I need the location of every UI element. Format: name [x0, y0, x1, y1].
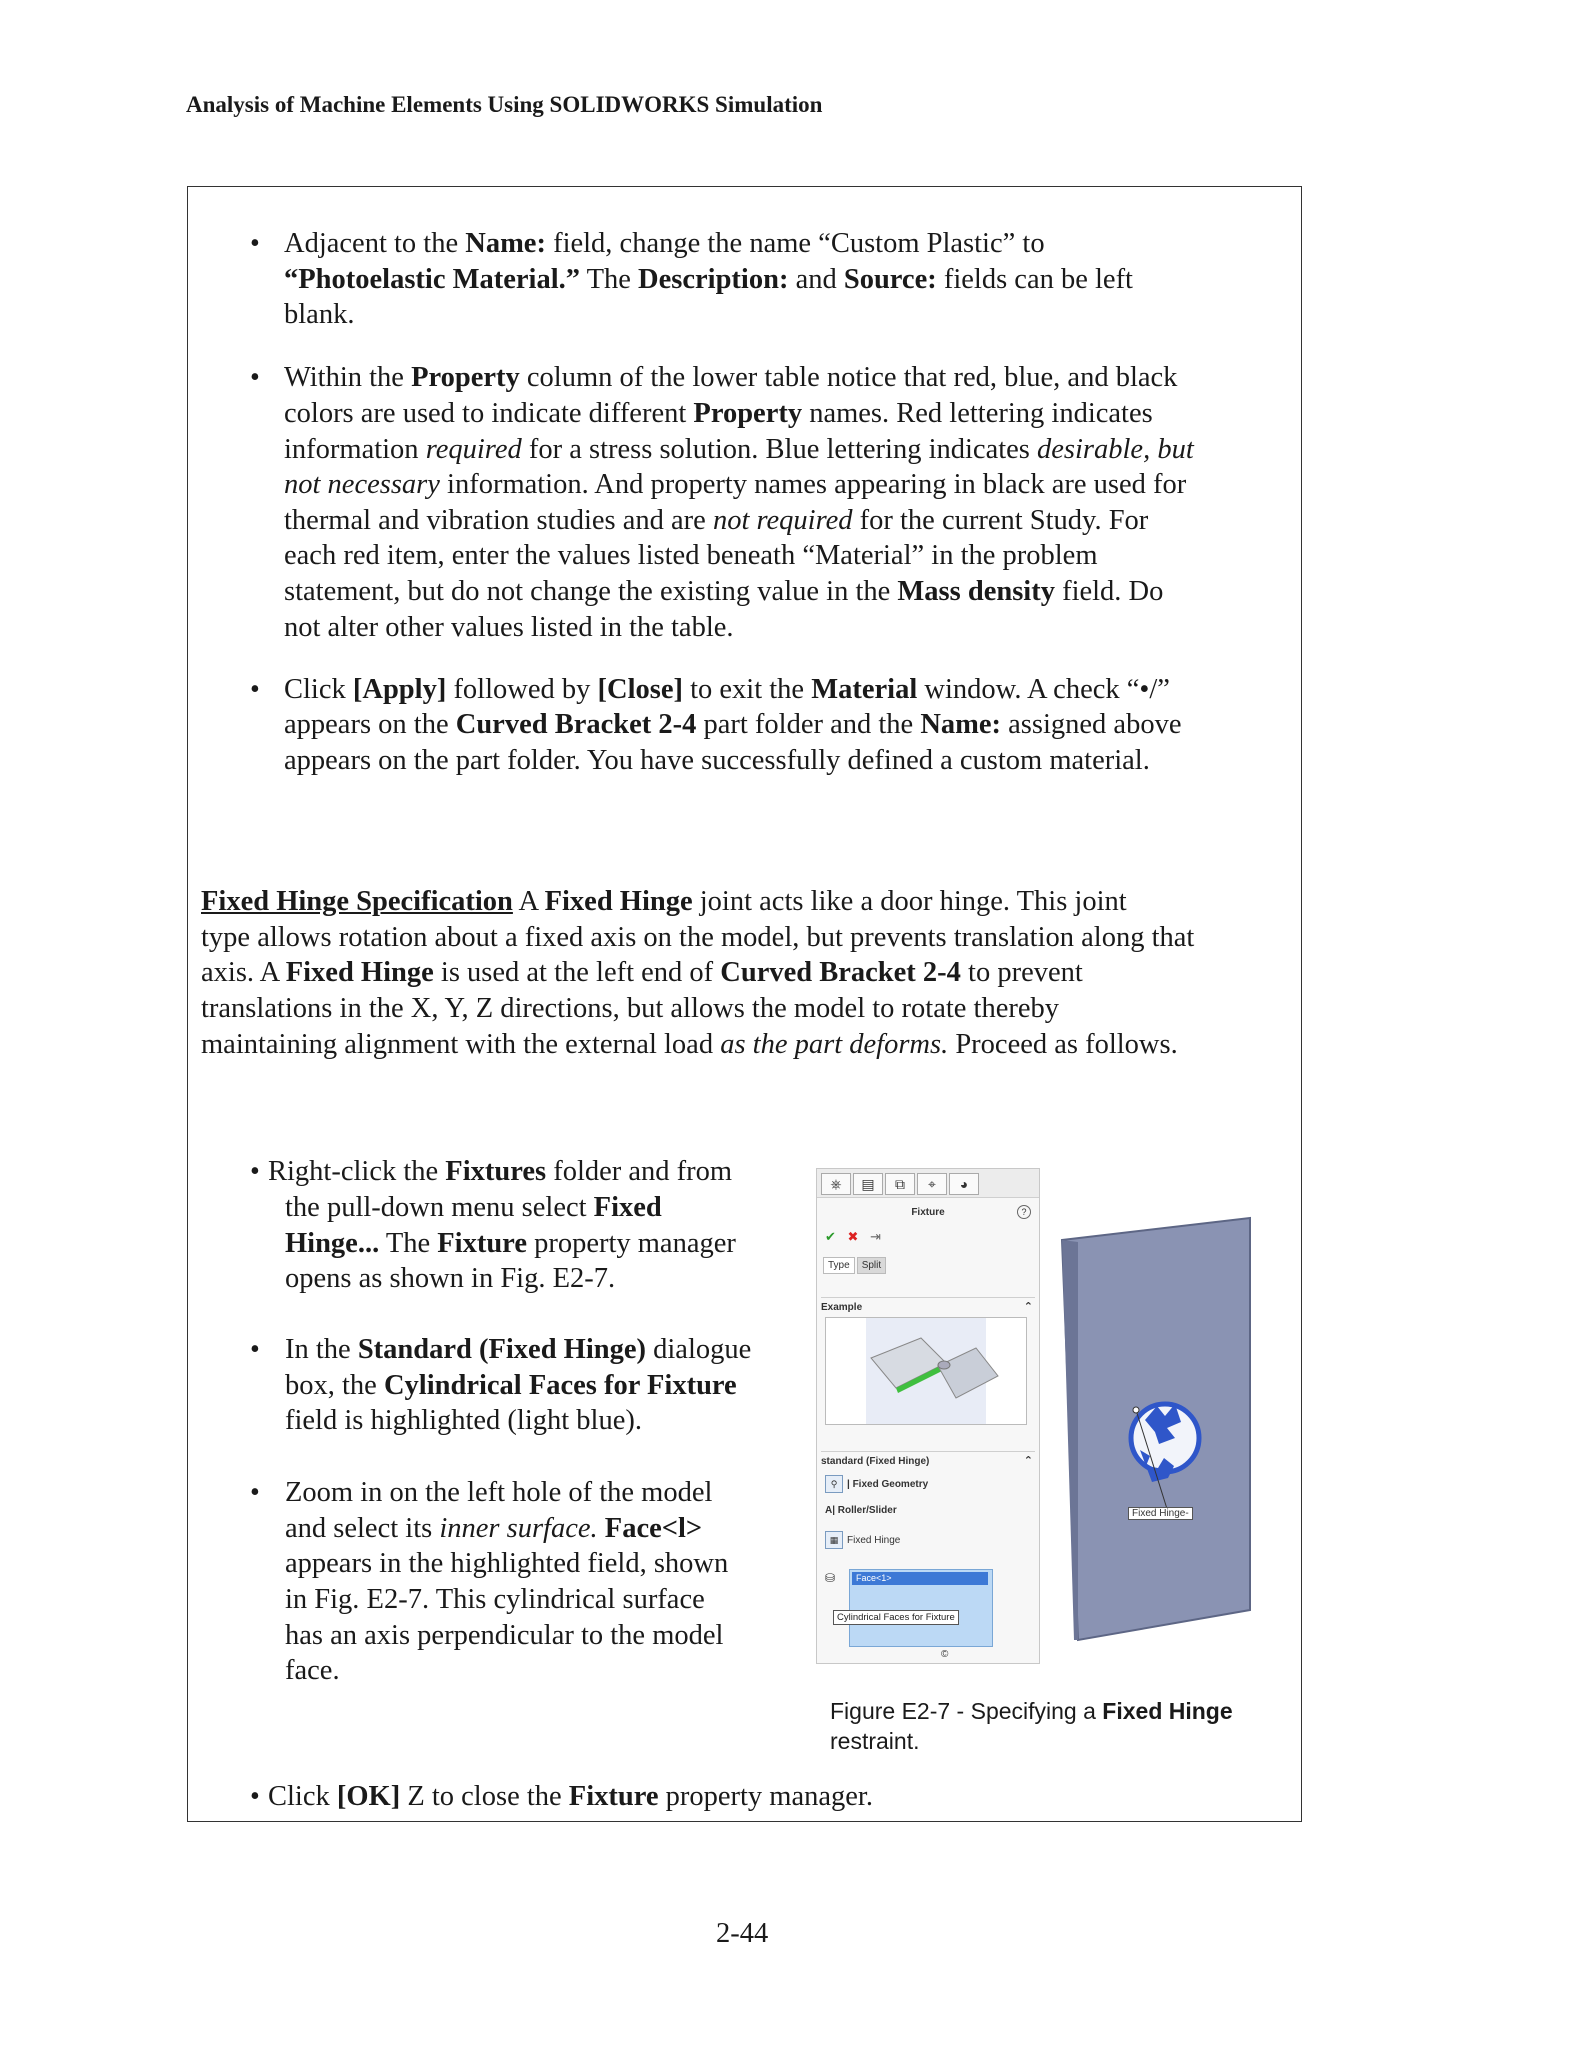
cylindrical-faces-field[interactable]	[849, 1569, 993, 1647]
fixed-geometry-icon: ⚲	[825, 1475, 843, 1493]
ok-icon[interactable]: ✔	[825, 1229, 836, 1244]
bullet: •	[250, 228, 260, 259]
step5-line2: box, the Cylindrical Faces for Fixture	[285, 1370, 737, 1401]
step2-line5: thermal and vibration studies and are not required for the current Study. For	[284, 505, 1149, 536]
step2-line4: not necessary information. And property names appearing in black are used for	[284, 469, 1187, 500]
example-section-header[interactable]: Example ⌃	[821, 1297, 1035, 1313]
step4-line4: opens as shown in Fig. E2-7.	[285, 1263, 616, 1294]
step6-line5: has an axis perpendicular to the model	[285, 1620, 724, 1651]
page-number: 2-44	[716, 1918, 769, 1949]
option-roller-slider[interactable]: A| Roller/Slider	[825, 1505, 897, 1516]
section-line2: type allows rotation about a fixed axis on the model, but prevents translation along that	[201, 922, 1195, 953]
step1-line2: “Photoelastic Material.” The Description: and Source: fields can be left	[284, 264, 1133, 295]
fixed-hinge-icon: ▦	[825, 1531, 843, 1549]
step6-line6: face.	[285, 1655, 340, 1686]
bullet: •	[250, 1334, 260, 1365]
selected-face[interactable]: Face<1>	[852, 1572, 988, 1585]
step4-line3: Hinge... The Fixture property manager	[285, 1228, 736, 1259]
panel-actions	[825, 1229, 881, 1245]
section-line3: axis. A Fixed Hinge is used at the left end of Curved Bracket 2-4 to prevent	[201, 957, 1083, 988]
property-manager-tab-icon[interactable]: ▤	[853, 1173, 883, 1195]
step2-line6: each red item, enter the values listed beneath “Material” in the problem	[284, 540, 1098, 571]
bullet: •	[250, 1781, 260, 1812]
step5-line3: field is highlighted (light blue).	[285, 1405, 642, 1436]
dimxpert-tab-icon[interactable]: ⌖	[917, 1173, 947, 1195]
cancel-icon[interactable]: ✖	[847, 1229, 859, 1244]
cylinder-face-icon: ⛁	[825, 1571, 836, 1585]
configuration-manager-tab-icon[interactable]: ⧉	[885, 1173, 915, 1195]
display-manager-tab-icon[interactable]: ◕	[949, 1173, 979, 1195]
step7-line: Click [OK] Z to close the Fixture property manager.	[268, 1781, 873, 1812]
fixed-hinge-callout: Fixed Hinge-	[1128, 1507, 1193, 1520]
step4-line2: the pull-down menu select Fixed	[285, 1192, 662, 1223]
section-line5: maintaining alignment with the external load as the part deforms. Proceed as follows.	[201, 1029, 1178, 1060]
manager-tabs	[817, 1169, 1039, 1198]
figure-caption: Figure E2-7 - Specifying a Fixed Hinge restraint.	[830, 1698, 1233, 1754]
step1-line3: blank.	[284, 299, 355, 330]
step4-line1: Right-click the Fixtures folder and from	[268, 1156, 733, 1187]
footer-icon: ©	[941, 1649, 949, 1660]
standard-fixed-hinge-section[interactable]: standard (Fixed Hinge) ⌃	[821, 1451, 1035, 1467]
feature-manager-tab-icon[interactable]: ⎈	[821, 1173, 851, 1195]
step3-line2: appears on the Curved Bracket 2-4 part folder and the Name: assigned above	[284, 709, 1182, 740]
bullet: •	[250, 674, 260, 705]
step1-line1: Adjacent to the Name: field, change the name “Custom Plastic” to	[284, 228, 1045, 259]
step6-line3: appears in the highlighted field, shown	[285, 1548, 729, 1579]
step2-line3: information required for a stress solution. Blue lettering indicates desirable, but	[284, 434, 1194, 465]
step2-line8: not alter other values listed in the table.	[284, 612, 734, 643]
pin-icon[interactable]: ⇥	[870, 1229, 881, 1244]
section-heading: Fixed Hinge Specification	[201, 886, 513, 917]
step6-line4: in Fig. E2-7. This cylindrical surface	[285, 1584, 705, 1615]
field-tooltip: Cylindrical Faces for Fixture	[833, 1610, 959, 1625]
collapse-icon: ⌃	[1023, 1455, 1033, 1467]
section-line1: Fixed Hinge Specification A Fixed Hinge joint acts like a door hinge. This joint	[201, 886, 1127, 917]
running-header: Analysis of Machine Elements Using SOLIDWORKS Simulation	[186, 92, 823, 117]
type-split-tabs	[823, 1257, 888, 1274]
step2-line7: statement, but do not change the existing value in the Mass density field. Do	[284, 576, 1164, 607]
collapse-icon: ⌃	[1023, 1301, 1033, 1313]
step2-line1: Within the Property column of the lower table notice that red, blue, and black	[284, 362, 1178, 393]
help-icon[interactable]: ?	[1017, 1205, 1031, 1219]
section-line4: translations in the X, Y, Z directions, but allows the model to rotate thereby	[201, 993, 1059, 1024]
step6-line2: and select its inner surface. Face<l>	[285, 1513, 703, 1544]
panel-title: Fixture	[911, 1207, 945, 1218]
step2-line2: colors are used to indicate different Property names. Red lettering indicates	[284, 398, 1153, 429]
bullet: •	[250, 362, 260, 393]
fixture-property-manager	[816, 1168, 1040, 1664]
option-fixed-hinge[interactable]: ▦ Fixed Hinge	[825, 1531, 900, 1549]
bullet: •	[250, 1156, 260, 1187]
hinge-example-image	[825, 1317, 1027, 1425]
step3-line1: Click [Apply] followed by [Close] to exit the Material window. A check “•/”	[284, 674, 1170, 705]
tab-split[interactable]: Split	[857, 1257, 886, 1274]
option-fixed-geometry[interactable]: ⚲ | Fixed Geometry	[825, 1475, 928, 1493]
step3-line3: appears on the part folder. You have successfully defined a custom material.	[284, 745, 1150, 776]
step6-line1: Zoom in on the left hole of the model	[285, 1477, 713, 1508]
tab-type[interactable]: Type	[823, 1257, 855, 1274]
model-view	[1050, 1210, 1270, 1650]
step5-line1: In the Standard (Fixed Hinge) dialogue	[285, 1334, 752, 1365]
bullet: •	[250, 1477, 260, 1508]
